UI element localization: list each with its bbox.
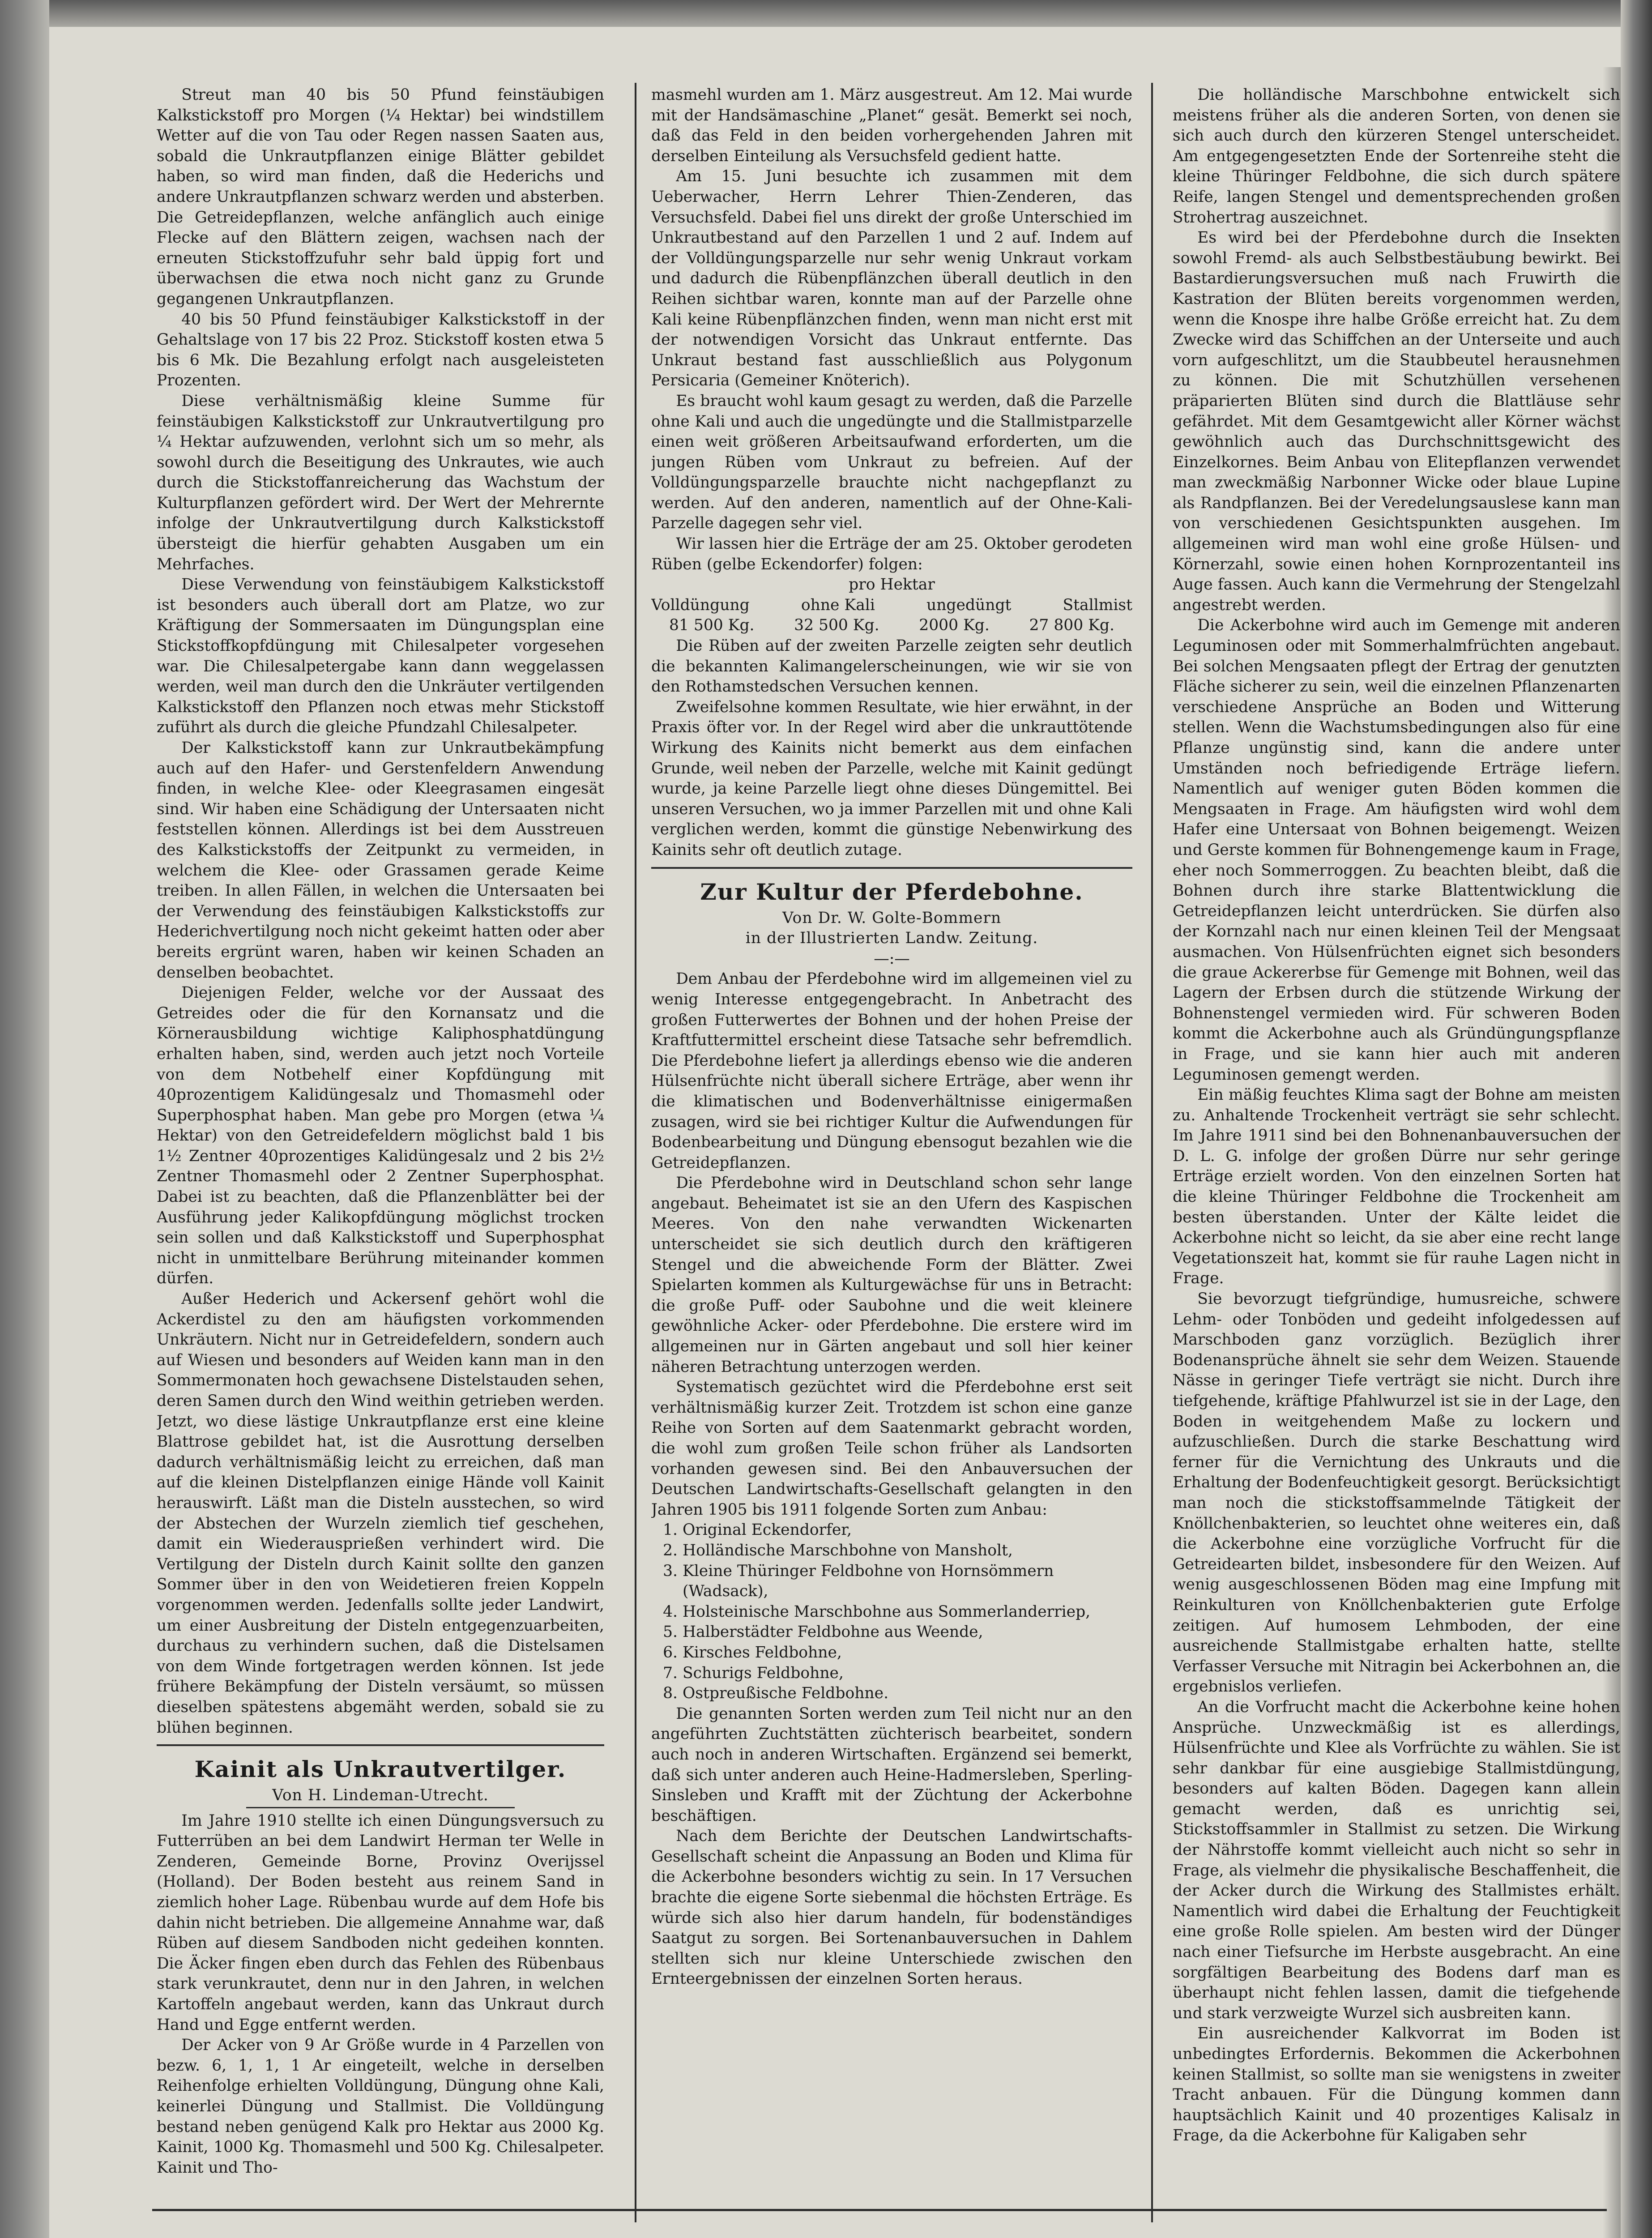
list-item: 8. Ostpreußische Feldbohne. <box>683 1683 1132 1704</box>
column-3 <box>1173 85 1620 2207</box>
paragraph: Wir lassen hier die Erträge der am 25. Oktober gerodeten Rüben (gelbe Eckendorfer) folgen: <box>651 535 1132 573</box>
list-item: 7. Schurigs Feldbohne, <box>683 1663 1132 1684</box>
article-separator: —:— <box>874 949 910 968</box>
paragraph: Diese verhältnismäßig kleine Summe für feinstäubigen Kalkstickstoff zur Unkrautvertilgung pro ¼ Hektar aufzuwenden, verlohnt sich um so mehr, als sowohl durch die Beseitigung des Unkrautes, wie auch durch die Stickstoffanreicherung das Wachstum der Kulturpflanzen gefördert wird. Der Wert der Mehrernte infolge der Unkrautvertilgung durch Kalkstickstoff übersteigt die hierfür gehabten Ausgaben um ein Mehrfaches. <box>157 392 604 573</box>
paragraph: Dem Anbau der Pferdebohne wird im allgemeinen viel zu wenig Interesse entgegengebracht. In Anbetracht des großen Futterwertes der Bohnen und der hohen Preise der Kraftfuttermittel erscheint diese Tatsache sehr befremdlich. Die Pferdebohne liefert ja allerdings ebenso wie die anderen Hülsenfrüchte nicht überall sichere Erträge, aber wenn ihr die klimatischen und Bodenverhältnisse einigermaßen zusagen, wird sie bei richtiger Kultur die Aufwendungen für Bodenbearbeitung und Düngung ebensogut bezahlen wie die Getreidepflanzen. <box>651 970 1132 1172</box>
yield-table-unit: pro Hektar <box>849 576 935 594</box>
yield-header: ohne Kali <box>801 596 875 614</box>
paragraph: Die Rüben auf der zweiten Parzelle zeigten sehr deutlich die bekannten Kalimangelerscheinungen, wie wir sie von den Rothamstedschen Versuchen kennen. <box>651 637 1132 696</box>
paragraph: Diese Verwendung von feinstäubigem Kalkstickstoff ist besonders auch überall dort am Platze, wo zur Kräftigung der Sommersaaten im Düngungsplan eine Stickstoffkopfdüngung mit Chilesalpeter vorgesehen war. Die Chilesalpetergabe kann dann weggelassen werden, weil man durch den die Unkräuter vertilgenden Kalkstickstoff den Pflanzen noch etwas mehr Stickstoff zuführt als durch die gleiche Pfundzahl Chilesalpeter. <box>157 576 604 737</box>
column-2 <box>651 85 1132 2207</box>
sort-list <box>651 1520 1132 1704</box>
scan-right-edge <box>1621 0 1652 2238</box>
article-byline: Von Dr. W. Golte-Bommern <box>782 909 1002 927</box>
paragraph: Zweifelsohne kommen Resultate, wie hier erwähnt, in der Praxis öfter vor. In der Regel wird aber die unkrauttötende Wirkung des Kainits nicht bemerkt aus dem einfachen Grunde, weil neben der Parzelle, welche mit Kainit gedüngt wurde, ja keine Parzelle liegt ohne dieses Düngemittel. Bei unseren Versuchen, wo ja immer Parzellen mit und ohne Kali verglichen werden, kommt die günstige Nebenwirkung des Kainits sehr oft deutlich zutage. <box>651 698 1132 859</box>
yield-value: 27 800 Kg. <box>1029 616 1114 635</box>
paragraph: masmehl wurden am 1. März ausgestreut. Am 12. Mai wurde mit der Handsämaschine „Planet“ gesät. Bemerkt sei noch, daß das Feld in den beiden vorhergehenden Jahren mit derselben Einteilung als Versuchsfeld gedient hatte. <box>651 86 1132 165</box>
column-rule-1 <box>635 83 636 2222</box>
paragraph: Am 15. Juni besuchte ich zusammen mit dem Ueberwacher, Herrn Lehrer Thien-Zenderen, das Versuchsfeld. Dabei fiel uns direkt der große Unterschied im Unkrautbestand auf den Parzellen 1 und 2 auf. Indem auf der Volldüngungsparzelle nur sehr wenig Unkraut vorkam und dadurch die Rübenpflänzchen überall deutlich in den Reihen sichtbar waren, konnte man auf der Parzelle ohne Kali keine Rübenpflänzchen finden, wenn man nicht erst mit der notwendigen Vorsicht das Unkraut entfernte. Das Unkraut bestand fast ausschließlich aus Polygonum Persicaria (Gemeiner Knöterich). <box>651 167 1132 390</box>
list-item: 5. Halberstädter Feldbohne aus Weende, <box>683 1622 1132 1643</box>
paragraph: Der Kalkstickstoff kann zur Unkrautbekämpfung auch auf den Hafer- und Gerstenfeldern Anwendung finden, in welche Klee- oder Kleegrasamen eingesät sind. Wir haben eine Schädigung der Untersaaten nicht feststellen können. Allerdings ist bei dem Ausstreuen des Kalkstickstoffs der Zeitpunkt zu vermeiden, in welchem die Klee- oder Grassamen gerade Keime treiben. In allen Fällen, in welchen die Untersaaten bei der Verwendung des feinstäubigen Kalkstickstoffs zur Hederichvertilgung noch nicht gekeimt hatten oder aber bereits ergrünt waren, haben wir keinen Schaden an denselben beobachtet. <box>157 739 604 982</box>
article-source: in der Illustrierten Landw. Zeitung. <box>745 929 1038 948</box>
paragraph: An die Vorfrucht macht die Ackerbohne keine hohen Ansprüche. Unzweckmäßig ist es allerdings, Hülsenfrüchte und Klee als Vorfrüchte zu wählen. Sie ist sehr dankbar für eine ausgiebige Stallmistdüngung, besonders auf kalten Böden. Dagegen kann allein gemacht werden, daß es unrichtig sei, Stickstoffsammler in Stallmist zu setzen. Die Wirkung der Nährstoffe kommt vielleicht auch nicht so sehr in Frage, als vielmehr die physikalische Beschaffenheit, die der Acker durch die Wirkung des Stallmistes erhält. Namentlich wird dabei die Erhaltung der Feuchtigkeit eine große Rolle spielen. Am besten wird der Dünger nach einer Tiefsurche im Herbste ausgebracht. An eine sorgfältigen Bearbeitung des Bodens darf man es überhaupt nicht fehlen lassen, damit die tiefgehende und stark verzweigte Wurzel sich ausbreiten kann. <box>1173 1698 1620 2022</box>
bottom-rule <box>152 2209 1607 2211</box>
paragraph: Systematisch gezüchtet wird die Pferdebohne erst seit verhältnismäßig kurzer Zeit. Trotzdem ist schon eine ganze Reihe von Sorten auf dem Saatenmarkt gebracht worden, die wohl zum großen Teile schon früher als Landsorten vorhanden gewesen sind. Bei den Anbauversuchen der Deutschen Landwirtschafts-Gesellschaft gelangten in den Jahren 1905 bis 1911 folgende Sorten zum Anbau: <box>651 1378 1132 1519</box>
paragraph: Ein ausreichender Kalkvorrat im Boden ist unbedingtes Erfordernis. Bekommen die Ackerbohnen keinen Stallmist, so sollte man sie wenigstens in zweiter Tracht anbauen. Für die Düngung kommen dann hauptsächlich Kainit und 40 prozentiges Kalisalz in Frage, da die Ackerbohne für Kaligaben sehr <box>1173 2024 1620 2145</box>
yield-header: ungedüngt <box>926 596 1012 614</box>
list-item: 4. Holsteinische Marschbohne aus Sommerlanderriep, <box>683 1602 1132 1623</box>
paragraph: Sie bevorzugt tiefgründige, humusreiche, schwere Lehm- oder Tonböden und gedeiht infolgedessen auf Marschboden ganz vorzüglich. Bezüglich ihrer Bodenansprüche ähnelt sie sehr dem Weizen. Stauende Nässe in geringer Tiefe verträgt sie nicht. Durch ihre tiefgehende, kräftige Pfahlwurzel ist sie in der Lage, den Boden in weitgehendem Maße zu lockern und aufzuschließen. Durch die starke Beschattung wird ferner für die Vernichtung des Unkrauts und die Erhaltung der Bodenfeuchtigkeit gesorgt. Berücksichtigt man noch die stickstoffsammelnde Tätigkeit der Knöllchenbakterien, so leuchtet ohne weiteres ein, daß die Ackerbohne eine vorzügliche Vorfrucht für die Getreidearten bildet, insbesondere für den Weizen. Auf wenig ausgeschlossenen Böden mag eine Impfung mit Reinkulturen von Knöllchenbakterien gute Erfolge zeitigen. Auf humosem Lehmboden, der eine ausreichende Stallmistgabe erhalten hatte, stellte Verfasser Versuche mit Nitragin bei Ackerbohnen an, die ergebnislos verliefen. <box>1173 1290 1620 1696</box>
paragraph: Der Acker von 9 Ar Größe wurde in 4 Parzellen von bezw. 6, 1, 1, 1 Ar eingeteilt, welche in derselben Reihenfolge erhielten Volldüngung, Düngung ohne Kali, keinerlei Düngung und Stallmist. Die Volldüngung bestand neben genügend Kalk pro Hektar aus 2000 Kg. Kainit, 1000 Kg. Thomasmehl und 500 Kg. Chilesalpeter. Kainit und Tho- <box>157 2036 604 2177</box>
yield-value: 32 500 Kg. <box>794 616 879 635</box>
yield-value: 2000 Kg. <box>919 616 990 635</box>
list-item: 1. Original Eckendorfer, <box>683 1520 1132 1541</box>
yield-header: Volldüngung <box>651 596 750 614</box>
paragraph: Die holländische Marschbohne entwickelt sich meistens früher als die anderen Sorten, von denen sie sich auch durch den kürzeren Stengel unterscheidet. Am entgegengesetzten Ende der Sortenreihe steht die kleine Thüringer Feldbohne, die sich durch spätere Reife, langen Stengel und dementsprechenden großen Strohertrag auszeichnet. <box>1173 86 1620 226</box>
paragraph: Außer Hederich und Ackersenf gehört wohl die Ackerdistel zu den am häufigsten vorkommenden Unkräutern. Nicht nur in Getreidefeldern, sondern auch auf Wiesen und besonders auf Weiden kann man in den Sommermonaten hoch gewachsene Distelstauden sehen, deren Samen durch den Wind weithin getrieben werden. Jetzt, wo diese lästige Unkrautpflanze erst eine kleine Blattrose gebildet hat, ist die Ausrottung derselben dadurch verhältnismäßig leicht zu erreichen, daß man auf die kleinen Distelpflanzen einige Hände voll Kainit herauswirft. Läßt man die Disteln ausstechen, so wird der Abstechen der Wurzeln ziemlich tief geschehen, damit ein Wiederausprießen verhindert wird. Die Vertilgung der Disteln durch Kainit sollte den ganzen Sommer über in den von Weidetieren freien Koppeln vorgenommen werden. Jedenfalls sollte jeder Landwirt, um einer Ausbreitung der Disteln entgegenzuarbeiten, durchaus zu verhindern suchen, daß die Distelsamen von dem Winde fortgetragen werden können. Ist jede frühere Bekämpfung der Disteln versäumt, so müssen dieselben spätestens abgemäht werden, sobald sie zu blühen beginnen. <box>157 1290 604 1737</box>
paragraph: Diejenigen Felder, welche vor der Aussaat des Getreides oder die für den Kornansatz und die Körnerausbildung wichtige Kaliphosphatdüngung erhalten haben, sind, werden auch jetzt noch Vorteile von dem Notbehelf einer Kopfdüngung mit 40prozentigem Kalidüngesalz und Thomasmehl oder Superphosphat haben. Man gebe pro Morgen (etwa ¼ Hektar) von den Getreidefeldern möglichst bald 1 bis 1½ Zentner 40prozentiges Kalidüngesalz und 2 bis 2½ Zentner Thomasmehl oder 2 Zentner Superphosphat. Dabei ist zu beachten, daß die Pflanzenblätter bei der Ausführung jeder Kalikopfdüngung möglichst trocken sein sollen und daß Kalkstickstoff und Superphosphat nicht in unmittelbare Berührung miteinander kommen dürfen. <box>157 984 604 1288</box>
paragraph: 40 bis 50 Pfund feinstäubiger Kalkstickstoff in der Gehaltslage von 17 bis 22 Proz. Stickstoff kosten etwa 5 bis 6 Mk. Die Bezahlung erfolgt nach ausgeleisteten Prozenten. <box>157 310 604 390</box>
yield-table-header-row <box>651 595 1132 616</box>
scan-top-edge <box>0 0 1652 27</box>
yield-value: 81 500 Kg. <box>669 616 755 635</box>
column-1 <box>157 85 604 2207</box>
list-item: 2. Holländische Marschbohne von Mansholt, <box>683 1541 1132 1561</box>
paragraph: Streut man 40 bis 50 Pfund feinstäubigen Kalkstickstoff pro Morgen (¼ Hektar) bei windstillem Wetter auf die von Tau oder Regen nassen Saaten aus, sobald die Unkrautpflanzen einige Blätter gebildet haben, so wird man finden, daß die Hederichs und andere Unkrautpflanzen schwarz werden und absterben. Die Getreidepflanzen, welche anfänglich auch einige Flecke auf den Blättern zeigen, wachsen nach der erneuten Stickstoffzufuhr sehr bald üppig fort und überwachsen die etwa noch nicht ganz zu Grunde gegangenen Unkrautpflanzen. <box>157 86 604 308</box>
article-divider <box>157 1744 604 1746</box>
scan-left-edge <box>0 0 49 2238</box>
list-item: 6. Kirsches Feldbohne, <box>683 1643 1132 1663</box>
yield-header: Stallmist <box>1063 596 1132 614</box>
yield-table-value-row <box>651 615 1132 636</box>
paragraph: Im Jahre 1910 stellte ich einen Düngungsversuch zu Futterrüben an bei dem Landwirt Herman ter Welle in Zenderen, Gemeinde Borne, Provinz Overijssel (Holland). Der Boden besteht aus reinem Sand in ziemlich hoher Lage. Rübenbau wurde auf dem Hofe bis dahin nicht betrieben. Die allgemeine Annahme war, daß Rüben auf diesem Sandboden nicht gedeihen konnten. Die Äcker fingen eben durch das Fehlen des Rübenbaus stark verunkrautet, denn nur in den Jahren, in welchen Kartoffeln angebaut werden, kann das Unkraut durch Hand und Egge entfernt werden. <box>157 1811 604 2034</box>
article-title-kainit: Kainit als Unkrautvertilger. <box>194 1756 567 1783</box>
paragraph: Es wird bei der Pferdebohne durch die Insekten sowohl Fremd- als auch Selbstbestäubung bewirkt. Bei Bastardierungsversuchen muß nach Fruwirth die Kastration der Blüten bereits vorgenommen werden, wenn die Knospe ihre halbe Größe erreicht hat. Zu dem Zwecke wird das Schiffchen an der Unterseite und auch vorn aufgeschlitzt, um die Staubbeutel herausnehmen zu können. Die mit Schutzhüllen versehenen präparierten Blüten sind durch die Blattläuse sehr gefährdet. Mit dem Gesamtgewicht aller Körner wächst gewöhnlich auch das Durchschnittsgewicht des Einzelkornes. Beim Anbau von Elitepflanzen verwendet man zweckmäßig Narbonner Wicke oder blaue Lupine als Randpflanzen. Bei der Veredelungsauslese kann man von verschiedenen Gesichtspunkten ausgehen. Im allgemeinen wird man wohl eine große Hülsen- und Körnerzahl, sowie einen hohen Kornprozentanteil ins Auge fassen. Auch kann die Vermehrung der Stengelzahl angestrebt werden. <box>1173 229 1620 614</box>
paragraph: Nach dem Berichte der Deutschen Landwirtschafts-Gesellschaft scheint die Anpassung an Boden und Klima für die Ackerbohne besonders wichtig zu sein. In 17 Versuchen brachte die eigene Sorte siebenmal die höchsten Erträge. Es würde sich also hier darum handeln, für bodenständiges Saatgut zu sorgen. Bei Sortenanbauversuchen in Dahlem stellten sich nur kleine Unterschiede zwischen den Ernteergebnissen der einzelnen Sorten heraus. <box>651 1827 1132 1988</box>
paragraph: Die genannten Sorten werden zum Teil nicht nur an den angeführten Zuchtstätten züchterisch bearbeitet, sondern auch noch in anderen Wirtschaften. Ergänzend sei bemerkt, daß sich unter anderen auch Heine-Hadmersleben, Sperling-Sinsleben und Krafft mit der Züchtung der Ackerbohne beschäftigen. <box>651 1704 1132 1825</box>
list-item: 3. Kleine Thüringer Feldbohne von Hornsömmern (Wadsack), <box>683 1561 1132 1602</box>
article-divider <box>651 867 1132 869</box>
article-title-pferdebohne: Zur Kultur der Pferdebohne. <box>700 878 1084 905</box>
paragraph: Die Ackerbohne wird auch im Gemenge mit anderen Leguminosen oder mit Sommerhalmfrüchten angebaut. Bei solchen Mengsaaten pflegt der Ertrag der genutzten Fläche sicherer zu sein, weil die einzelnen Pflanzenarten verschiedene Ansprüche an Boden und Witterung stellen. Wenn die Wachstumsbedingungen also für eine Pflanze ungünstig sind, kann die andere unter Umständen noch befriedigende Erträge liefern. Namentlich auf weniger guten Böden kommen die Mengsaaten in Frage. Am häufigsten wird wohl dem Hafer eine Untersaat von Bohnen beigemengt. Weizen und Gerste kommen für Bohnengemenge kaum in Frage, eher noch Sommerroggen. Zu beachten bleibt, daß die Bohnen durch ihre starke Blattentwicklung die Getreidepflanzen leicht unterdrücken. Sie dürfen also der Kornzahl nach nur einen kleinen Teil der Mengsaat ausmachen. Von Hülsenfrüchten eignet sich besonders die graue Ackererbse für Gemenge mit Bohnen, weil das Lagern der Erbsen durch die stützende Wirkung der Bohnenstengel vermieden wird. Für schweren Boden kommt die Ackerbohne auch als Gründüngungspflanze in Frage, und sie kann hier auch mit anderen Leguminosen gemengt werden. <box>1173 616 1620 1084</box>
byline-rule <box>246 1807 515 1808</box>
column-rule-2 <box>1151 83 1153 2222</box>
article-byline: Von H. Lindeman-Utrecht. <box>272 1786 489 1805</box>
paragraph: Es braucht wohl kaum gesagt zu werden, daß die Parzelle ohne Kali und auch die ungedüngte und die Stallmistparzelle einen weit größeren Arbeitsaufwand erforderten, um die jungen Rüben vom Unkraut zu befreien. Auf der Volldüngungsparzelle brauchte nicht nachgepflanzt zu werden. Auf den anderen, namentlich auf der Ohne-Kali-Parzelle dagegen sehr viel. <box>651 392 1132 533</box>
paragraph: Ein mäßig feuchtes Klima sagt der Bohne am meisten zu. Anhaltende Trockenheit verträgt sie sehr schlecht. Im Jahre 1911 sind bei den Bohnenanbauversuchen der D. L. G. infolge der großen Dürre nur sehr geringe Erträge erzielt worden. Von den einzelnen Sorten hat die kleine Thüringer Feldbohne die Trockenheit am besten überstanden. Unter der Kälte leidet die Ackerbohne nicht so leicht, da sie aber eine recht lange Vegetationszeit hat, kommt sie für rauhe Lagen nicht in Frage. <box>1173 1086 1620 1288</box>
paragraph: Die Pferdebohne wird in Deutschland schon sehr lange angebaut. Beheimatet ist sie an den Ufern des Kaspischen Meeres. Von den nahe verwandten Wickenarten unterscheidet sie sich deutlich durch den kräftigeren Stengel und die abweichende Form der Blätter. Zwei Spielarten kommen als Kulturgewächse für uns in Betracht: die große Puff- oder Saubohne und die weit kleinere gewöhnliche Acker- oder Pferdebohne. Die erstere wird im allgemeinen nur in Gärten angebaut und soll hier keiner näheren Betrachtung unterzogen werden. <box>651 1174 1132 1376</box>
